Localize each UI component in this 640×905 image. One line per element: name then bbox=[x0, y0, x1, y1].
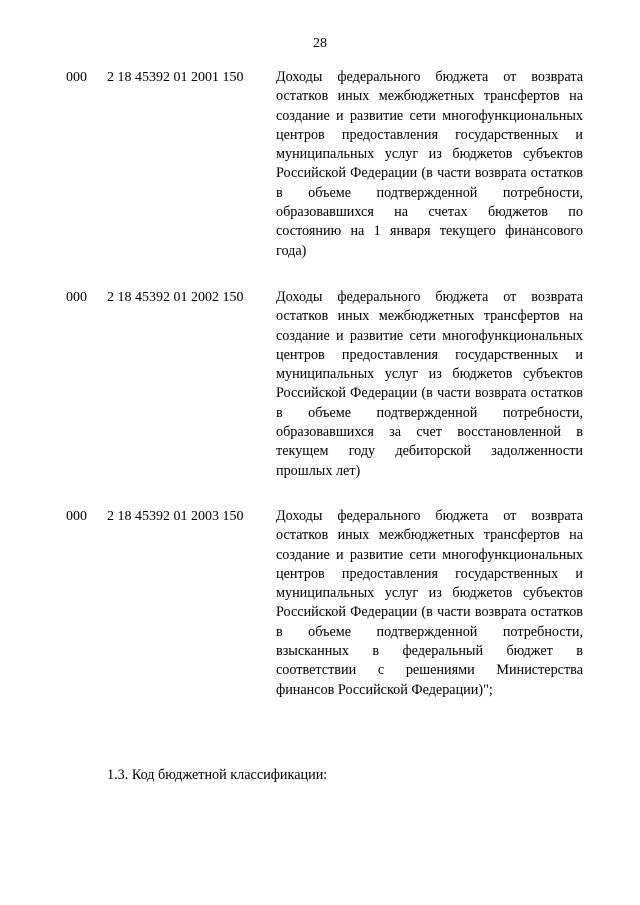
admin-code: 000 bbox=[66, 290, 87, 305]
admin-code: 000 bbox=[66, 509, 87, 524]
income-description: Доходы федерального бюджета от возврата остатков иных межбюджетных трансфертов на создание и развитие сети многофункциональных центров предоставления государственных и муниципальных услуг из бюджетов субъектов Российской Федерации (в части возврата остатков в объеме подтвержденной потребности, взысканных в федеральный бюджет в соответствии с решениями Министерства финансов Российской Федерации)"; bbox=[276, 508, 583, 698]
budget-classification-code: 2 18 45392 01 2003 150 bbox=[107, 509, 244, 524]
budget-classification-code: 2 18 45392 01 2001 150 bbox=[107, 70, 244, 85]
income-description: Доходы федерального бюджета от возврата остатков иных межбюджетных трансфертов на создание и развитие сети многофункциональных центров предоставления государственных и муниципальных услуг из бюджетов субъектов Российской Федерации (в части возврата остатков в объеме подтвержденной потребности, образовавшихся за счет восстановленной в текущем году дебиторской задолженности прошлых лет) bbox=[276, 289, 583, 479]
admin-code: 000 bbox=[66, 70, 87, 85]
budget-classification-code: 2 18 45392 01 2002 150 bbox=[107, 290, 244, 305]
section-heading: 1.3. Код бюджетной классификации: bbox=[107, 767, 328, 783]
page-number: 28 bbox=[313, 36, 327, 51]
income-description: Доходы федерального бюджета от возврата остатков иных межбюджетных трансфертов на создание и развитие сети многофункциональных центров предоставления государственных и муниципальных услуг из бюджетов субъектов Российской Федерации (в части возврата остатков в объеме подтвержденной потребности, образовавшихся на счетах бюджетов по состоянию на 1 января текущего финансового года) bbox=[276, 69, 583, 259]
